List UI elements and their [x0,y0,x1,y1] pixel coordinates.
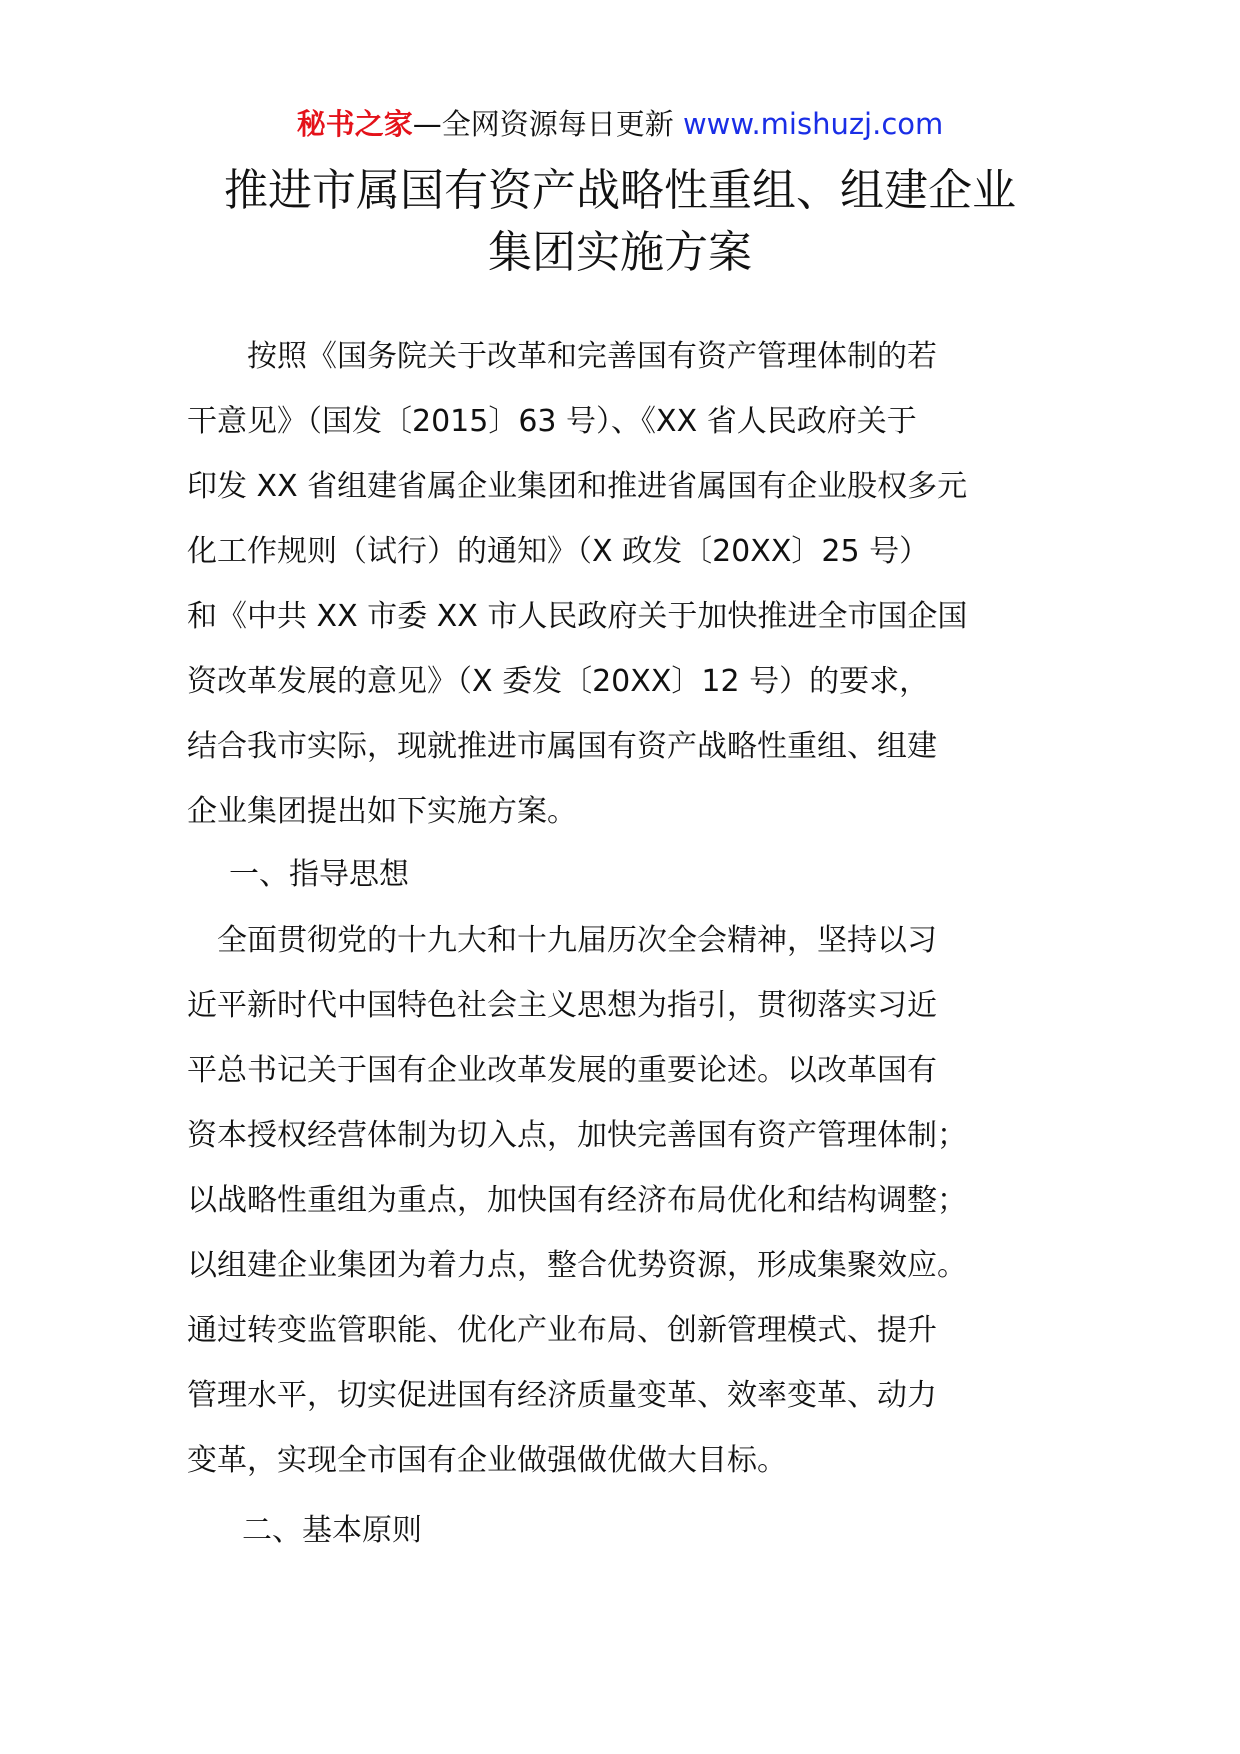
guiding-line: 近平新时代中国特色社会主义思想为指引，贯彻落实习近 [187,988,937,1023]
guiding-line: 管理水平，切实促进国有经济质量变革、效率变革、动力 [187,1378,937,1413]
guiding-line: 以战略性重组为重点，加快国有经济布局优化和结构调整； [187,1183,967,1218]
intro-line: 和《中共 XX 市委 XX 市人民政府关于加快推进全市国企国 [187,599,968,634]
guiding-line: 资本授权经营体制为切入点，加快完善国有资产管理体制； [187,1118,967,1153]
intro-line: 结合我市实际，现就推进市属国有资产战略性重组、组建 [187,729,937,764]
guiding-line: 变革，实现全市国有企业做强做优做大目标。 [187,1443,787,1478]
intro-line: 企业集团提出如下实施方案。 [187,794,577,829]
document-title-line-1: 推进市属国有资产战略性重组、组建企业 [224,165,1016,216]
site-header [0,104,1240,144]
guiding-ideology-paragraph [187,908,1067,1493]
intro-line: 干意见》（国发〔2015〕63 号）、《XX 省人民政府关于 [187,404,917,439]
site-brand: 秘书之家 [296,107,413,141]
intro-line: 资改革发展的意见》（X 委发〔20XX〕12 号）的要求， [187,664,930,699]
guiding-line: 通过转变监管职能、优化产业布局、创新管理模式、提升 [187,1313,937,1348]
guiding-line: 以组建企业集团为着力点，整合优势资源，形成集聚效应。 [187,1248,967,1283]
intro-line: 印发 XX 省组建省属企业集团和推进省属国有企业股权多元 [187,469,968,504]
intro-line: 按照《国务院关于改革和完善国有资产管理体制的若 [187,339,937,374]
guiding-line: 全面贯彻党的十九大和十九届历次全会精神，坚持以习 [187,923,937,958]
guiding-line: 平总书记关于国有企业改革发展的重要论述。以改革国有 [187,1053,937,1088]
intro-line: 化工作规则（试行）的通知》（X 政发〔20XX〕25 号） [187,534,930,569]
site-url-link[interactable]: www.mishuzj.com [682,107,944,141]
document-title-line-2: 集团实施方案 [488,227,752,278]
section-heading-guiding-ideology: 一、指导思想 [229,857,409,892]
section-heading-basic-principles: 二、基本原则 [242,1513,422,1548]
intro-paragraph [187,324,1067,844]
document-title [160,160,1080,284]
site-tagline: —全网资源每日更新 [412,107,683,141]
